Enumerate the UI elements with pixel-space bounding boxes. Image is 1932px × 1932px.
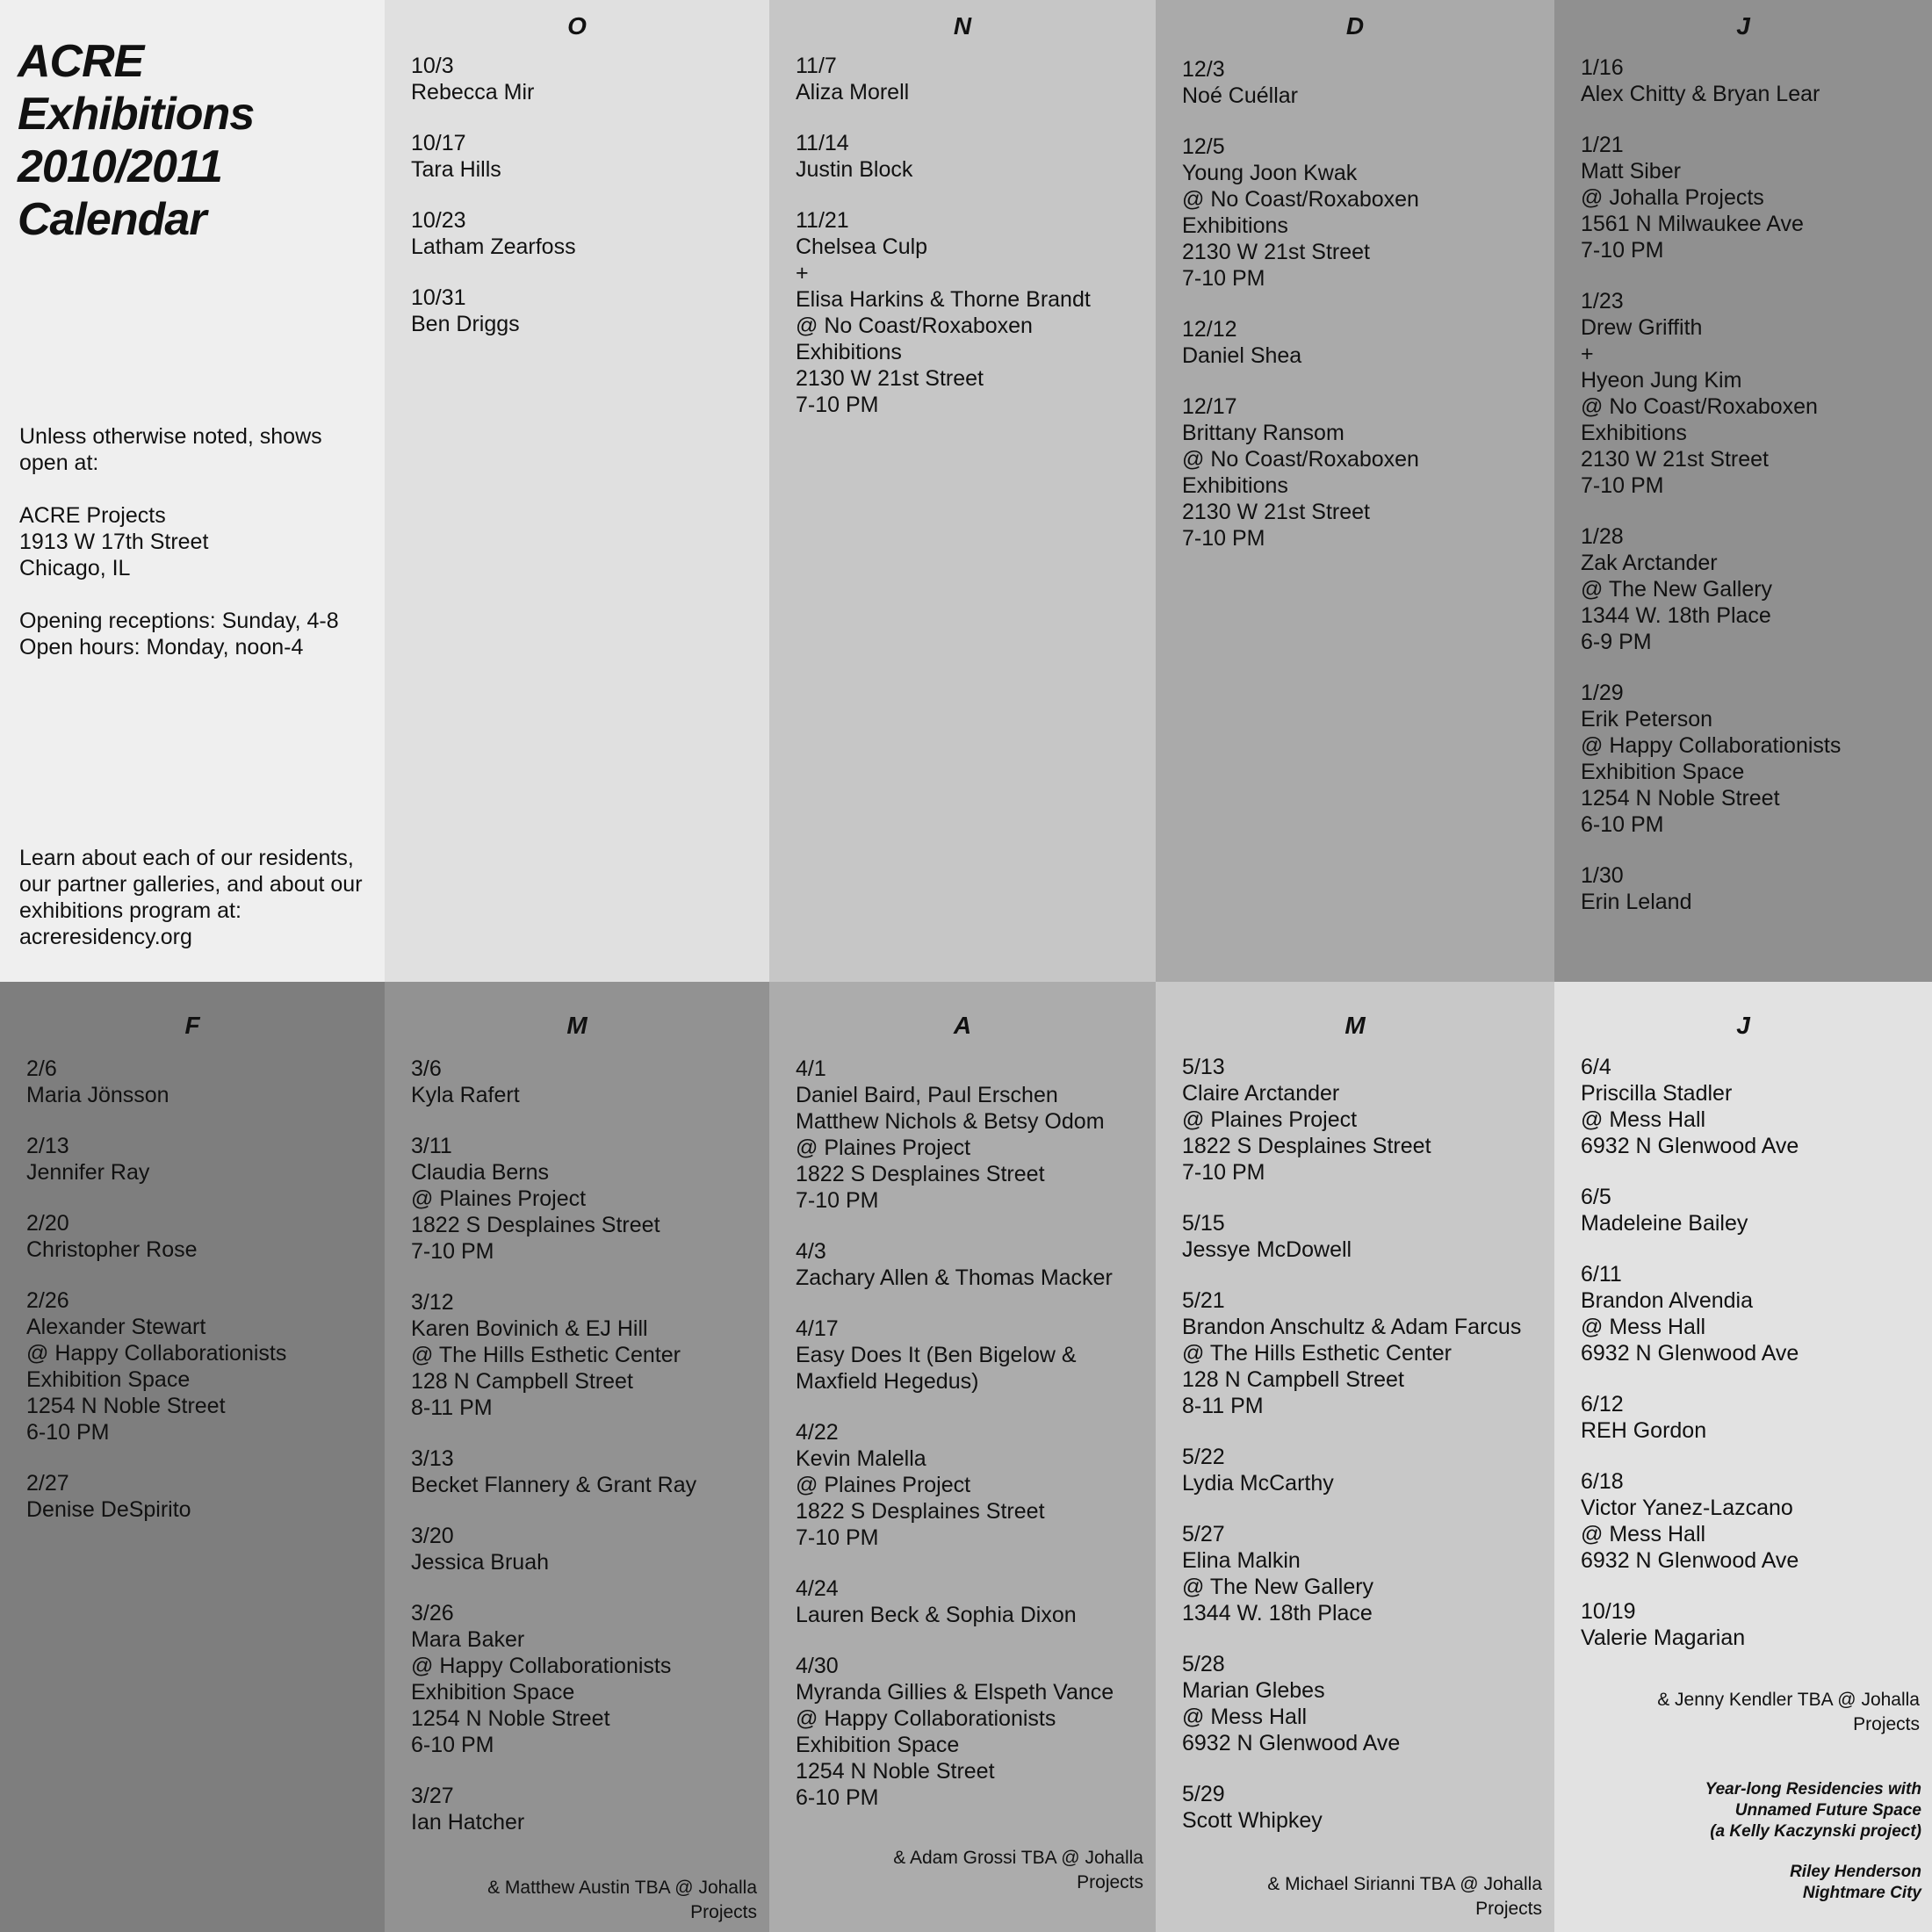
exhibition-entry — [411, 207, 761, 260]
tba-note-line: & Adam Grossi TBA @ Johalla — [893, 1848, 1143, 1868]
month-letter: O — [567, 12, 587, 40]
exhibition-detail: @ Johalla Projects — [1581, 185, 1764, 210]
exhibition-entry — [411, 1523, 761, 1575]
exhibition-date: 4/22 — [796, 1420, 839, 1445]
learn-line: exhibitions program at: — [19, 898, 242, 923]
exhibition-detail: Chelsea Culp — [796, 234, 928, 259]
exhibition-entry — [411, 130, 761, 183]
month-panel-march — [385, 982, 769, 1932]
exhibition-date: 1/23 — [1581, 289, 1624, 314]
exhibition-date: 1/16 — [1581, 55, 1624, 80]
resident-name: Nightmare City — [1802, 1884, 1921, 1902]
exhibition-date: 1/30 — [1581, 863, 1624, 888]
exhibition-date: 2/27 — [26, 1471, 69, 1496]
exhibition-detail: 7-10 PM — [1182, 266, 1265, 291]
exhibition-entry — [1581, 1054, 1923, 1159]
tba-note-line: & Michael Sirianni TBA @ Johalla — [1267, 1874, 1542, 1894]
exhibition-detail: Aliza Morell — [796, 80, 910, 105]
exhibition-date: 4/1 — [796, 1056, 826, 1081]
exhibition-date: 10/23 — [411, 208, 466, 233]
exhibition-date: 3/12 — [411, 1290, 454, 1315]
exhibition-detail: @ Happy Collaborationists — [26, 1341, 287, 1366]
tba-note-line: & Matthew Austin TBA @ Johalla — [487, 1878, 757, 1898]
exhibition-entry — [1182, 133, 1546, 292]
resident-name: Riley Henderson — [1790, 1863, 1921, 1881]
month-panel-december — [1156, 0, 1554, 982]
exhibition-detail: 7-10 PM — [1182, 526, 1265, 551]
exhibition-detail: Exhibitions — [1581, 421, 1687, 445]
exhibition-detail: Mara Baker — [411, 1627, 525, 1652]
exhibition-date: 6/18 — [1581, 1469, 1624, 1494]
exhibition-detail: Tara Hills — [411, 157, 501, 182]
exhibition-detail: Victor Yanez-Lazcano — [1581, 1496, 1793, 1520]
exhibition-entry — [796, 207, 1147, 418]
exhibition-detail: 1344 W. 18th Place — [1182, 1601, 1373, 1626]
exhibition-detail: @ The Hills Esthetic Center — [411, 1343, 681, 1367]
exhibition-detail: 7-10 PM — [411, 1239, 494, 1264]
exhibition-entry — [796, 53, 1147, 105]
exhibition-entry — [1581, 1468, 1923, 1574]
exhibition-detail: Lydia McCarthy — [1182, 1471, 1334, 1496]
exhibition-entry — [1182, 1444, 1546, 1496]
month-letter: J — [1736, 12, 1750, 40]
exhibition-detail: @ Happy Collaborationists — [1581, 733, 1842, 758]
exhibition-entry — [796, 1653, 1147, 1811]
exhibition-detail: Brittany Ransom — [1182, 421, 1344, 445]
exhibition-detail: 6-9 PM — [1581, 630, 1652, 654]
exhibition-entry — [1581, 288, 1923, 499]
exhibition-detail: 1822 S Desplaines Street — [796, 1499, 1045, 1524]
exhibition-detail: Jessye McDowell — [1182, 1237, 1352, 1262]
exhibition-detail: 7-10 PM — [796, 1188, 879, 1213]
title-line: Calendar — [18, 194, 206, 245]
notice-line: open at: — [19, 451, 99, 475]
exhibition-detail: 6932 N Glenwood Ave — [1581, 1341, 1799, 1366]
residencies-note — [1572, 1779, 1921, 1904]
exhibition-entry — [1581, 1184, 1923, 1236]
hours-value: Monday, noon-4 — [146, 635, 304, 660]
exhibition-detail: @ The Hills Esthetic Center — [1182, 1341, 1452, 1366]
tba-note-line: Projects — [1077, 1872, 1143, 1892]
exhibition-date: 5/28 — [1182, 1652, 1225, 1676]
exhibition-date: 10/3 — [411, 54, 454, 78]
month-letter: M — [566, 1012, 588, 1039]
exhibition-detail: Hyeon Jung Kim — [1581, 368, 1742, 393]
exhibition-entry — [411, 1056, 761, 1108]
exhibition-detail: Matt Siber — [1581, 159, 1681, 184]
exhibition-entry — [1581, 132, 1923, 263]
exhibition-entry — [1182, 1781, 1546, 1834]
month-panel-november — [769, 0, 1156, 982]
exhibition-detail: Brandon Anschultz & Adam Farcus — [1182, 1315, 1522, 1339]
exhibition-entry — [26, 1287, 376, 1445]
exhibition-detail: 1561 N Milwaukee Ave — [1581, 212, 1804, 236]
tba-note-line: & Jenny Kendler TBA @ Johalla — [1657, 1690, 1920, 1710]
exhibition-detail: Noé Cuéllar — [1182, 83, 1299, 108]
notice-line: Unless otherwise noted, shows — [19, 424, 322, 449]
exhibition-entry — [1581, 54, 1923, 107]
exhibition-date: 10/19 — [1581, 1599, 1636, 1624]
exhibition-date: 6/12 — [1581, 1392, 1624, 1417]
exhibition-detail: 6-10 PM — [1581, 812, 1664, 837]
hours-text — [19, 608, 339, 660]
exhibition-date: 5/15 — [1182, 1211, 1225, 1236]
exhibition-entry — [1581, 1598, 1923, 1651]
exhibition-entry — [26, 1056, 376, 1108]
tba-note-line: Projects — [690, 1902, 757, 1922]
venue-info — [19, 423, 339, 687]
exhibition-entry — [1182, 316, 1546, 369]
exhibition-detail: Erik Peterson — [1581, 707, 1713, 732]
exhibition-date: 1/28 — [1581, 524, 1624, 549]
exhibition-detail: Elina Malkin — [1182, 1548, 1301, 1573]
exhibition-detail: Denise DeSpirito — [26, 1497, 191, 1522]
tba-note — [423, 1876, 757, 1925]
tba-note — [1208, 1872, 1542, 1921]
learn-more — [19, 845, 363, 950]
exhibition-entry — [1581, 862, 1923, 915]
title-line: 2010/2011 — [18, 141, 222, 192]
page-title — [18, 35, 254, 246]
exhibition-date: 4/17 — [796, 1316, 839, 1341]
exhibition-date: 3/11 — [411, 1134, 452, 1158]
title-line: ACRE — [18, 36, 144, 87]
exhibition-detail: 1254 N Noble Street — [411, 1706, 610, 1731]
exhibition-entry — [796, 1238, 1147, 1291]
exhibition-detail: Myranda Gillies & Elspeth Vance — [796, 1680, 1114, 1705]
exhibition-date: 12/12 — [1182, 317, 1237, 342]
website-link[interactable]: acreresidency.org — [19, 925, 192, 949]
title-line: Exhibitions — [18, 89, 255, 140]
exhibition-detail: 1822 S Desplaines Street — [796, 1162, 1045, 1186]
exhibition-detail: 6-10 PM — [411, 1733, 494, 1757]
exhibition-detail: Jennifer Ray — [26, 1160, 150, 1185]
exhibition-date: 2/26 — [26, 1288, 69, 1313]
exhibition-detail: 128 N Campbell Street — [1182, 1367, 1404, 1392]
month-panel-april — [769, 982, 1156, 1932]
exhibition-detail: @ Plaines Project — [1182, 1107, 1358, 1132]
exhibition-list — [411, 53, 761, 362]
residencies-line: Year-long Residencies with — [1705, 1780, 1921, 1799]
exhibition-entry — [796, 1316, 1147, 1395]
exhibition-entry — [1581, 1391, 1923, 1444]
exhibition-entry — [26, 1470, 376, 1523]
exhibition-detail: Exhibitions — [1182, 473, 1288, 498]
exhibition-date: 3/27 — [411, 1784, 454, 1808]
exhibition-detail: 8-11 PM — [411, 1395, 493, 1420]
exhibition-detail: @ No Coast/Roxaboxen — [1182, 187, 1419, 212]
exhibition-entry — [1581, 523, 1923, 655]
exhibition-entry — [26, 1133, 376, 1186]
exhibition-detail: @ No Coast/Roxaboxen — [1581, 394, 1818, 419]
exhibition-entry — [796, 1419, 1147, 1551]
exhibition-detail: Madeleine Bailey — [1581, 1211, 1748, 1236]
exhibition-detail: Marian Glebes — [1182, 1678, 1325, 1703]
hours-label: Open hours: — [19, 635, 147, 660]
exhibition-date: 12/5 — [1182, 134, 1225, 159]
exhibition-detail: Maria Jönsson — [26, 1083, 169, 1107]
exhibition-entry — [411, 1289, 761, 1421]
month-panel-february — [0, 982, 385, 1932]
exhibition-date: 11/7 — [796, 54, 837, 78]
exhibition-detail: 1254 N Noble Street — [26, 1394, 226, 1418]
exhibition-detail: 7-10 PM — [1182, 1160, 1265, 1185]
exhibition-list — [411, 1056, 761, 1860]
exhibition-detail: Maxfield Hegedus) — [796, 1369, 979, 1394]
exhibition-detail: 7-10 PM — [796, 1525, 879, 1550]
receptions-label: Opening receptions: — [19, 609, 222, 633]
exhibition-detail: @ Plaines Project — [796, 1473, 971, 1497]
exhibition-detail: Rebecca Mir — [411, 80, 535, 105]
exhibition-date: 6/5 — [1581, 1185, 1611, 1209]
month-letter: J — [1736, 1012, 1750, 1039]
exhibition-date: 12/3 — [1182, 57, 1225, 82]
exhibition-list — [1182, 56, 1546, 576]
info-panel — [0, 0, 385, 982]
exhibition-detail: 7-10 PM — [796, 393, 879, 417]
exhibition-detail: Exhibitions — [1182, 213, 1288, 238]
exhibition-entry — [1182, 1287, 1546, 1419]
exhibition-detail: Claire Arctander — [1182, 1081, 1340, 1106]
exhibition-list — [796, 1056, 1147, 1835]
exhibition-detail: Alex Chitty & Bryan Lear — [1581, 82, 1820, 106]
exhibition-entry — [1581, 680, 1923, 838]
tba-note-line: Projects — [1475, 1899, 1542, 1919]
exhibition-detail: @ No Coast/Roxaboxen — [796, 314, 1033, 338]
tba-note — [1586, 1688, 1920, 1737]
exhibition-entry — [1182, 1521, 1546, 1626]
exhibition-detail: Young Joon Kwak — [1182, 161, 1358, 185]
exhibition-detail: + — [1581, 342, 1594, 366]
exhibition-date: 6/4 — [1581, 1055, 1611, 1079]
venue-address — [19, 502, 339, 581]
exhibition-detail: Daniel Baird, Paul Erschen — [796, 1083, 1058, 1107]
exhibition-detail: @ Happy Collaborationists — [411, 1654, 672, 1678]
exhibition-detail: 1254 N Noble Street — [1581, 786, 1780, 811]
exhibition-date: 11/21 — [796, 208, 849, 233]
exhibition-detail: Lauren Beck & Sophia Dixon — [796, 1603, 1077, 1627]
exhibition-detail: Drew Griffith — [1581, 315, 1703, 340]
exhibition-detail: @ Mess Hall — [1581, 1107, 1706, 1132]
exhibition-detail: 2130 W 21st Street — [1581, 447, 1770, 472]
exhibition-entry — [411, 1133, 761, 1265]
month-letter: N — [953, 12, 972, 40]
exhibition-date: 5/21 — [1182, 1288, 1225, 1313]
exhibition-list — [796, 53, 1147, 443]
exhibition-detail: Matthew Nichols & Betsy Odom — [796, 1109, 1105, 1134]
exhibition-list — [1581, 1054, 1923, 1676]
exhibition-detail: @ Mess Hall — [1581, 1315, 1706, 1339]
exhibition-detail: Christopher Rose — [26, 1237, 198, 1262]
exhibition-detail: Exhibition Space — [411, 1680, 575, 1705]
exhibition-detail: @ Plaines Project — [411, 1186, 587, 1211]
exhibition-date: 4/30 — [796, 1654, 839, 1678]
month-panel-may — [1156, 982, 1554, 1932]
exhibition-entry — [796, 1575, 1147, 1628]
exhibition-detail: @ Mess Hall — [1182, 1705, 1308, 1729]
exhibition-detail: @ Happy Collaborationists — [796, 1706, 1056, 1731]
month-letter: M — [1344, 1012, 1366, 1039]
exhibition-entry — [796, 130, 1147, 183]
exhibition-detail: Valerie Magarian — [1581, 1626, 1746, 1650]
exhibition-date: 4/3 — [796, 1239, 826, 1264]
exhibition-detail: 6932 N Glenwood Ave — [1581, 1134, 1799, 1158]
exhibition-entry — [26, 1210, 376, 1263]
receptions-value: Sunday, 4-8 — [221, 609, 339, 633]
exhibition-list — [1581, 54, 1923, 940]
exhibition-detail: REH Gordon — [1581, 1418, 1707, 1443]
exhibition-detail: 1254 N Noble Street — [796, 1759, 995, 1784]
exhibition-detail: Ben Driggs — [411, 312, 520, 336]
learn-line: our partner galleries, and about our — [19, 872, 363, 897]
exhibition-detail: Becket Flannery & Grant Ray — [411, 1473, 697, 1497]
exhibition-date: 5/27 — [1182, 1522, 1225, 1546]
exhibition-date: 3/20 — [411, 1524, 454, 1548]
exhibition-detail: Kyla Rafert — [411, 1083, 520, 1107]
venue-line: 1913 W 17th Street — [19, 530, 209, 554]
exhibition-detail: Zak Arctander — [1581, 551, 1718, 575]
exhibition-entry — [411, 285, 761, 337]
exhibition-date: 3/13 — [411, 1446, 454, 1471]
exhibition-list — [1182, 1054, 1546, 1858]
exhibition-date: 1/21 — [1581, 133, 1624, 157]
exhibition-detail: Daniel Shea — [1182, 343, 1302, 368]
exhibition-date: 10/31 — [411, 285, 466, 310]
exhibition-entry — [411, 1783, 761, 1835]
exhibition-detail: 7-10 PM — [1581, 238, 1664, 263]
exhibition-date: 1/29 — [1581, 681, 1624, 705]
exhibition-entry — [411, 1600, 761, 1758]
exhibition-date: 6/11 — [1581, 1262, 1622, 1287]
exhibition-detail: @ No Coast/Roxaboxen — [1182, 447, 1419, 472]
exhibition-entry — [1182, 1210, 1546, 1263]
exhibition-detail: Exhibitions — [796, 340, 902, 364]
month-letter: F — [184, 1012, 200, 1039]
exhibition-detail: Claudia Berns — [411, 1160, 550, 1185]
exhibition-detail: Erin Leland — [1581, 890, 1692, 914]
venue-line: ACRE Projects — [19, 503, 166, 528]
exhibition-date: 2/20 — [26, 1211, 69, 1236]
exhibition-date: 11/14 — [796, 131, 849, 155]
exhibition-detail: Exhibition Space — [26, 1367, 191, 1392]
exhibition-entry — [411, 53, 761, 105]
exhibition-detail: 6932 N Glenwood Ave — [1182, 1731, 1401, 1755]
exhibition-detail: Exhibition Space — [796, 1733, 960, 1757]
exhibition-detail: 6-10 PM — [26, 1420, 110, 1445]
exhibition-list — [26, 1056, 376, 1547]
month-panel-october — [385, 0, 769, 982]
tba-note-line: Projects — [1853, 1714, 1920, 1734]
exhibition-detail: Brandon Alvendia — [1581, 1288, 1753, 1313]
exhibition-detail: Elisa Harkins & Thorne Brandt — [796, 287, 1091, 312]
exhibition-detail: Priscilla Stadler — [1581, 1081, 1733, 1106]
exhibition-detail: 1822 S Desplaines Street — [1182, 1134, 1431, 1158]
exhibition-entry — [1182, 1054, 1546, 1186]
exhibition-detail: 1344 W. 18th Place — [1581, 603, 1771, 628]
exhibition-date: 5/13 — [1182, 1055, 1225, 1079]
exhibition-entry — [1581, 1261, 1923, 1366]
exhibition-detail: Karen Bovinich & EJ Hill — [411, 1316, 648, 1341]
residencies-line: (a Kelly Kaczynski project) — [1710, 1822, 1921, 1841]
tba-note — [810, 1846, 1143, 1895]
exhibition-detail: @ Plaines Project — [796, 1135, 971, 1160]
month-letter: D — [1345, 12, 1365, 40]
month-letter: A — [953, 1012, 972, 1039]
exhibition-entry — [1182, 1651, 1546, 1756]
exhibition-entry — [796, 1056, 1147, 1214]
exhibition-detail: Latham Zearfoss — [411, 234, 576, 259]
exhibition-detail: 2130 W 21st Street — [1182, 500, 1371, 524]
exhibition-entry — [1182, 56, 1546, 109]
exhibition-detail: 2130 W 21st Street — [796, 366, 984, 391]
exhibition-detail: 6-10 PM — [796, 1785, 879, 1810]
month-panel-january — [1554, 0, 1932, 982]
exhibition-detail: 7-10 PM — [1581, 473, 1664, 498]
exhibition-detail: + — [796, 261, 809, 285]
exhibition-detail: Ian Hatcher — [411, 1810, 525, 1835]
exhibition-date: 12/17 — [1182, 394, 1237, 419]
exhibition-detail: Easy Does It (Ben Bigelow & — [796, 1343, 1077, 1367]
exhibition-date: 3/26 — [411, 1601, 454, 1626]
exhibition-detail: Jessica Bruah — [411, 1550, 550, 1575]
exhibition-detail: @ Mess Hall — [1581, 1522, 1706, 1546]
exhibition-detail: 6932 N Glenwood Ave — [1581, 1548, 1799, 1573]
exhibition-date: 2/13 — [26, 1134, 69, 1158]
exhibition-date: 10/17 — [411, 131, 466, 155]
exhibition-detail: Scott Whipkey — [1182, 1808, 1323, 1833]
exhibition-detail: 1822 S Desplaines Street — [411, 1213, 660, 1237]
residencies-line: Unnamed Future Space — [1734, 1801, 1921, 1820]
exhibition-detail: Zachary Allen & Thomas Macker — [796, 1265, 1113, 1290]
venue-line: Chicago, IL — [19, 556, 131, 580]
notice-text — [19, 423, 339, 476]
exhibition-detail: 128 N Campbell Street — [411, 1369, 633, 1394]
exhibition-detail: Justin Block — [796, 157, 913, 182]
exhibition-date: 5/22 — [1182, 1445, 1225, 1469]
exhibition-entry — [1182, 393, 1546, 551]
exhibition-detail: @ The New Gallery — [1581, 577, 1773, 602]
exhibition-date: 5/29 — [1182, 1782, 1225, 1806]
learn-line: Learn about each of our residents, — [19, 846, 354, 870]
exhibition-date: 4/24 — [796, 1576, 839, 1601]
exhibition-detail: 2130 W 21st Street — [1182, 240, 1371, 264]
exhibition-detail: 8-11 PM — [1182, 1394, 1264, 1418]
exhibition-date: 2/6 — [26, 1056, 57, 1081]
exhibition-entry — [411, 1445, 761, 1498]
exhibition-detail: Exhibition Space — [1581, 760, 1745, 784]
exhibition-detail: @ The New Gallery — [1182, 1575, 1374, 1599]
exhibition-detail: Alexander Stewart — [26, 1315, 206, 1339]
exhibition-date: 3/6 — [411, 1056, 442, 1081]
exhibition-detail: Kevin Malella — [796, 1446, 926, 1471]
